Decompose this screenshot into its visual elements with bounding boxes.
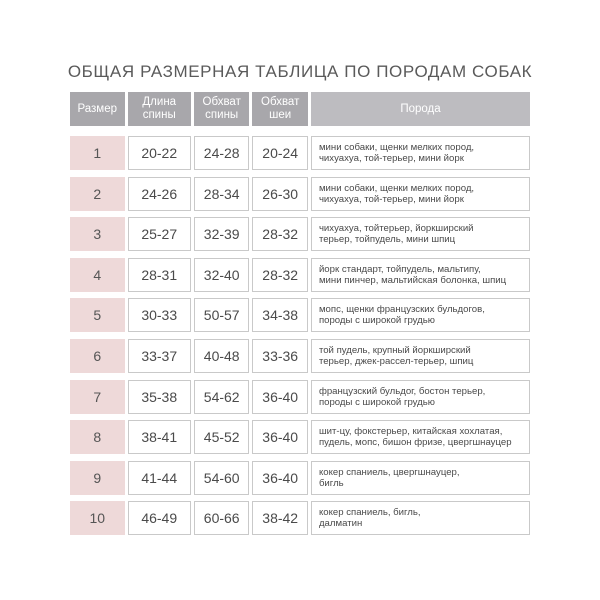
back-length-cell: 41-44 xyxy=(128,461,191,495)
size-cell: 7 xyxy=(70,380,125,414)
back-girth-cell: 54-60 xyxy=(194,461,250,495)
back-length-cell: 25-27 xyxy=(128,217,191,251)
size-cell: 1 xyxy=(70,136,125,170)
table-body xyxy=(70,136,530,535)
size-cell: 3 xyxy=(70,217,125,251)
neck-girth-cell: 38-42 xyxy=(252,501,308,535)
back-girth-cell: 24-28 xyxy=(194,136,250,170)
table-row xyxy=(70,217,530,251)
neck-girth-cell: 34-38 xyxy=(252,298,308,332)
header-size: Размер xyxy=(70,92,125,126)
neck-girth-cell: 20-24 xyxy=(252,136,308,170)
table-row xyxy=(70,298,530,332)
back-girth-cell: 32-40 xyxy=(194,258,250,292)
back-girth-cell: 32-39 xyxy=(194,217,250,251)
breed-cell: шит-цу, фокстерьер, китайская хохлатая, пудель, мопс, бишон фризе, цвергшнауцер xyxy=(311,420,530,454)
size-cell: 2 xyxy=(70,177,125,211)
neck-girth-cell: 33-36 xyxy=(252,339,308,373)
table-row xyxy=(70,258,530,292)
neck-girth-cell: 28-32 xyxy=(252,217,308,251)
size-cell: 10 xyxy=(70,501,125,535)
back-length-cell: 20-22 xyxy=(128,136,191,170)
size-cell: 8 xyxy=(70,420,125,454)
header-breed: Порода xyxy=(311,92,530,126)
size-cell: 5 xyxy=(70,298,125,332)
back-length-cell: 28-31 xyxy=(128,258,191,292)
table-row xyxy=(70,339,530,373)
breed-cell: французский бульдог, бостон терьер, породы с широкой грудью xyxy=(311,380,530,414)
neck-girth-cell: 26-30 xyxy=(252,177,308,211)
back-length-cell: 33-37 xyxy=(128,339,191,373)
back-length-cell: 35-38 xyxy=(128,380,191,414)
back-length-cell: 24-26 xyxy=(128,177,191,211)
breed-cell: той пудель, крупный йоркширский терьер, джек-рассел-терьер, шпиц xyxy=(311,339,530,373)
back-girth-cell: 50-57 xyxy=(194,298,250,332)
breed-cell: чихуахуа, тойтерьер, йоркширский терьер, тойпудель, мини шпиц xyxy=(311,217,530,251)
breed-cell: мини собаки, щенки мелких пород, чихуахуа, той-терьер, мини йорк xyxy=(311,136,530,170)
table-row xyxy=(70,461,530,495)
neck-girth-cell: 36-40 xyxy=(252,461,308,495)
size-cell: 4 xyxy=(70,258,125,292)
table-row xyxy=(70,177,530,211)
header-back-girth: Обхват спины xyxy=(194,92,250,126)
neck-girth-cell: 36-40 xyxy=(252,380,308,414)
table-row xyxy=(70,420,530,454)
page-title: ОБЩАЯ РАЗМЕРНАЯ ТАБЛИЦА ПО ПОРОДАМ СОБАК xyxy=(67,62,533,81)
back-length-cell: 46-49 xyxy=(128,501,191,535)
breed-cell: йорк стандарт, тойпудель, мальтипу, мини пинчер, мальтийская болонка, шпиц xyxy=(311,258,530,292)
header-back-length: Длина спины xyxy=(128,92,191,126)
size-table xyxy=(70,92,530,542)
table-header xyxy=(70,92,530,126)
back-girth-cell: 45-52 xyxy=(194,420,250,454)
table-row xyxy=(70,501,530,535)
breed-cell: кокер спаниель, бигль, далматин xyxy=(311,501,530,535)
neck-girth-cell: 28-32 xyxy=(252,258,308,292)
back-length-cell: 30-33 xyxy=(128,298,191,332)
breed-cell: мини собаки, щенки мелких пород, чихуахуа, той-терьер, мини йорк xyxy=(311,177,530,211)
table-row xyxy=(70,380,530,414)
back-girth-cell: 40-48 xyxy=(194,339,250,373)
neck-girth-cell: 36-40 xyxy=(252,420,308,454)
size-cell: 9 xyxy=(70,461,125,495)
table-row xyxy=(70,136,530,170)
back-length-cell: 38-41 xyxy=(128,420,191,454)
back-girth-cell: 28-34 xyxy=(194,177,250,211)
header-neck-girth: Обхват шеи xyxy=(252,92,308,126)
breed-cell: мопс, щенки французских бульдогов, породы с широкой грудью xyxy=(311,298,530,332)
breed-cell: кокер спаниель, цвергшнауцер, бигль xyxy=(311,461,530,495)
back-girth-cell: 60-66 xyxy=(194,501,250,535)
size-cell: 6 xyxy=(70,339,125,373)
back-girth-cell: 54-62 xyxy=(194,380,250,414)
